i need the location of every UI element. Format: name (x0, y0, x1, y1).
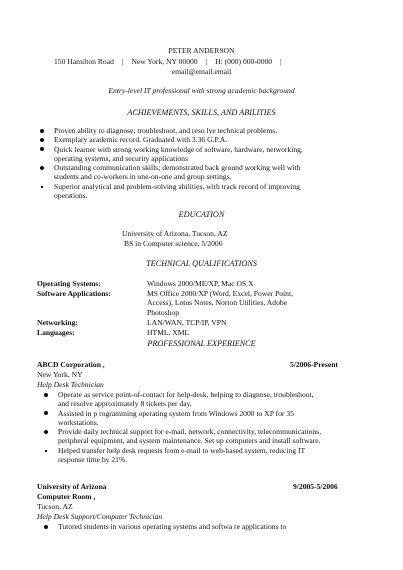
job-dates: 9/2005-5/2006 (293, 482, 338, 491)
separator: | (121, 57, 124, 66)
job-role: Help Desk Support/Computer Technician (37, 512, 163, 521)
address: 150 Hamilton Road (54, 57, 114, 66)
qual-value: HTML, XML (147, 328, 190, 337)
separator: | (205, 57, 208, 66)
list-item: Superior analytical and problem-solving abilities, with track record of improving operations. (36, 182, 326, 201)
list-item: Helped transfer help desk requests from e-mail to web-based system, reducing IT response time by 21%. (40, 446, 325, 465)
job-company: ABCD Corporation , (37, 360, 105, 369)
resume-name: PETER ANDERSON (168, 46, 235, 55)
phone: H: (000) 000-0000 (215, 57, 273, 66)
objective: Entry-level IT professional with strong academic background (108, 86, 295, 95)
qual-label: Software Applications: (37, 289, 111, 298)
contact-line (54, 57, 290, 66)
education-degree: BS in Computer science, 5/2006 (124, 239, 223, 248)
job-duties-list (40, 390, 325, 464)
qual-label: Operating Systems: (37, 279, 101, 288)
separator: | (280, 57, 282, 66)
job-location: New York, NY (37, 370, 83, 379)
achievements-heading: ACHIEVEMENTS, SKILLS, AND ABILITIES (127, 108, 276, 117)
email: email@email.email (171, 67, 232, 76)
qual-label: Languages: (37, 328, 75, 337)
job-dates: 5/2006-Present (290, 360, 338, 369)
qual-value: LAN/WAN, TCP/IP, VPN (147, 318, 227, 327)
qual-value: Windows 2000/ME/XP, Mac OS X (147, 279, 254, 288)
list-item: Operate as service point-of-contact for help-desk, helping to diagnose, troubleshoot, and resolve approximately 8 tickets per day. (40, 390, 325, 409)
job-duties-list (40, 522, 340, 531)
qual-value: MS Office 2000/XP (Word, Excel, Power Point, Access), Lotus Notes, Norton Utilities, Adobe Photoshop (147, 289, 293, 317)
job-role: Help Desk Technician (37, 380, 104, 389)
experience-heading: PROFESSIONAL EXPERIENCE (147, 339, 256, 348)
list-item: Outstanding communication skills; demonstrated back ground working well with students and co-workers in one-on-one and group settings. (36, 163, 326, 182)
list-item: Proven ability to diagnose, troubleshoot, and reso lve technical problems. (36, 126, 326, 135)
list-item: Provide daily technical support for e-mail, network, connectivity, telecommunications, peripheral equipment, and system maintenance. Set up computers and install software. (40, 427, 325, 446)
job-company: University of Arizona (37, 482, 107, 491)
achievements-list (36, 126, 326, 200)
qual-label: Networking: (37, 318, 78, 327)
city: New York, NY 00000 (131, 57, 198, 66)
list-item: Tutored students in various operating systems and softwa re applications to (40, 522, 340, 531)
job-company-department: Computer Room , (37, 492, 96, 501)
list-item: Quick learner with strong working knowledge of software, hardware, networking, operating systems, and security applications (36, 145, 326, 164)
education-school: University of Arizona, Tucson, AZ (122, 229, 228, 238)
list-item: Assisted in p rogramming operating system from Windows 2000 to XP for 35 workstations. (40, 409, 325, 428)
technical-heading: TECHNICAL QUALIFICATIONS (146, 259, 257, 268)
job-location: Tucson, AZ (37, 502, 73, 511)
education-heading: EDUCATION (178, 210, 225, 219)
list-item: Exemplary academic record. Graduated with 3.36 G.P.A. (36, 135, 326, 144)
